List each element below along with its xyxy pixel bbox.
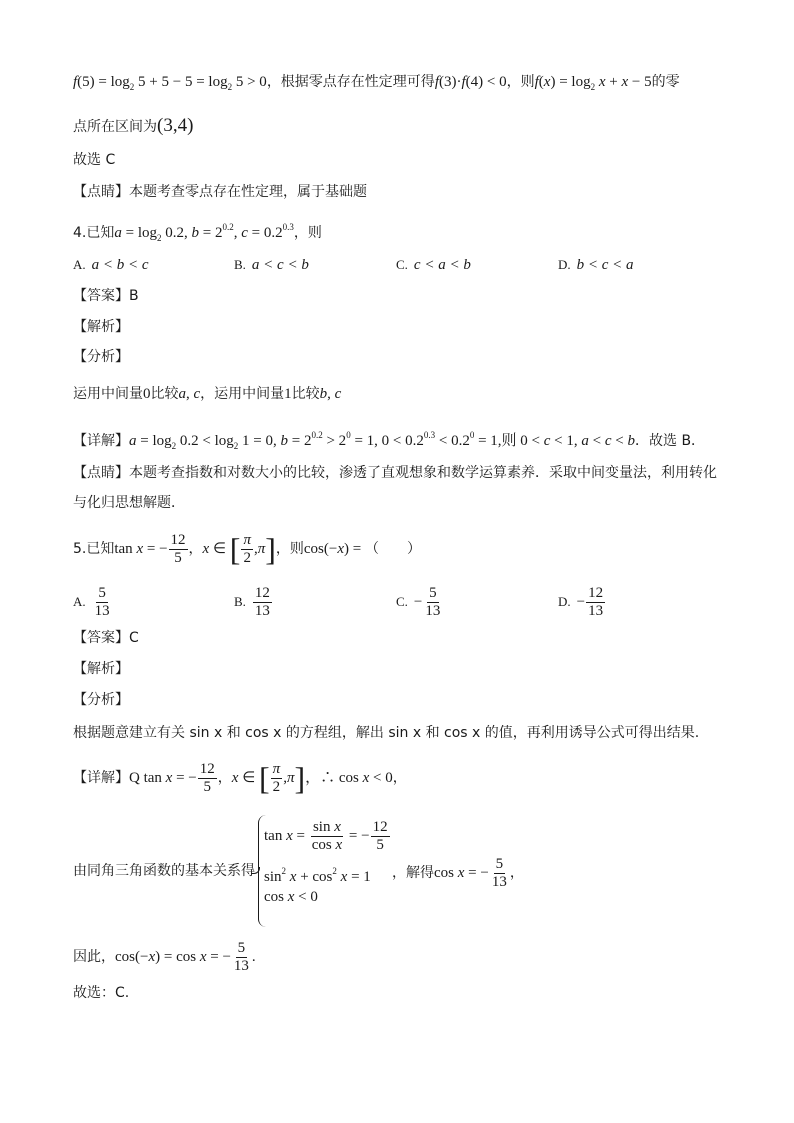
q4-answer: 【答案】B — [73, 288, 139, 304]
q4-fenxi-text: 运用中间量0比较a, c，运用中间量1比较b, c — [73, 386, 342, 402]
q4-prefix: 4.已知 — [73, 225, 115, 241]
q5-system-result: ，解得cos x = − $\frac{5}{13}$ ， — [392, 855, 524, 890]
q5-system-prefix: 由同角三角函数的基本关系得 — [73, 863, 255, 879]
para1-text-c: 的零 — [651, 74, 680, 90]
para1-text-b: ，则 — [506, 74, 535, 90]
q5-equation-system: tan x = $\frac{\text{sin x}}{\text{cos x}}$ = − $\frac{12}{5}$ $\sin^2 x + \cos^2 x = 1$ cos x < 0 — [258, 815, 398, 927]
math-f5: f — [73, 74, 78, 90]
comment-1: 【点睛】本题考查零点存在性定理，属于基础题 — [73, 184, 367, 200]
q5-option-d[interactable]: D. − $\frac{12}{13}$ — [558, 584, 604, 619]
q4-option-b[interactable]: B. a < c < b — [234, 257, 309, 273]
q5-fenxi-text: 根据题意建立有关 sin x 和 cos x 的方程组，解出 sin x 和 cos x 的值，再利用诱导公式可得出结果. — [73, 725, 700, 741]
q5-option-c[interactable]: C. − $\frac{5}{13}$ — [396, 584, 441, 619]
q5-detail: 【详解】Q tan x = − $\frac{12}{5}$ ，x ∈ [ $\frac{\pi}{2}$ ,π]，∴ cos x < 0， — [73, 760, 407, 796]
q4-comment-line1: 【点睛】本题考查指数和对数大小的比较，渗透了直观想象和数学运算素养．采取中间变量法，利用转化 — [73, 465, 717, 481]
q4-option-a[interactable]: A. a < b < c — [73, 257, 149, 273]
q5-analysis-head: 【解析】 — [73, 661, 129, 677]
q4-analysis-head: 【解析】 — [73, 319, 129, 335]
q5-option-a[interactable]: A. $\frac{5}{13}$ — [73, 584, 110, 619]
q5-therefore: 因此，cos(−x) = cos x = − $\frac{5}{13}$ . — [73, 939, 256, 974]
q5-stem: 5.已知tan x = − $\frac{12}{5}$ ，x ∈ [ $\frac{\pi}{2}$ ,π]，则cos(−x) = （ ） — [73, 531, 421, 567]
q4-option-d[interactable]: D. b < c < a — [558, 257, 634, 273]
q4-option-c[interactable]: C. c < a < b — [396, 257, 471, 273]
para1-line1: $f(5) = \log_2 5 + 5 - 5 = \log_2 5 > 0$，根据零点存在性定理可得f(3)·f(4) < 0，则$f(x) = \log_2 x + x - 5$的零 — [73, 74, 680, 92]
q5-fenxi-head: 【分析】 — [73, 692, 129, 708]
q4-stem: 4.已知$a = \log_2 0.2$, $b = 2^{0.2}$, $c = 0.2^{0.3}$，则 — [73, 222, 322, 243]
q5-choose: 故选：C. — [73, 985, 130, 1001]
q4-suffix: ，则 — [293, 225, 322, 241]
interval-3-4: (3,4) — [157, 115, 194, 136]
q5-option-b[interactable]: B. $\frac{12}{13}$ — [234, 584, 270, 619]
q4-detail: 【详解】$a = \log_2 0.2 < \log_2 1 = 0$, $b = 2^{0.2} > 2^0 = 1$, $0 < 0.2^{0.3} < 0.2^0 = 1$,则 0 < c < 1, a < c < b．故选 B． — [73, 430, 706, 451]
q4-fenxi-head: 【分析】 — [73, 349, 129, 365]
para1-text-a: ，根据零点存在性定理可得 — [266, 74, 435, 90]
q5-answer: 【答案】C — [73, 630, 139, 646]
choose-c-1: 故选 C — [73, 152, 116, 168]
para1-line2-text: 点所在区间为 — [73, 119, 157, 135]
para1-line2 — [73, 116, 193, 137]
q4-comment-line2: 与化归思想解题． — [73, 495, 185, 511]
